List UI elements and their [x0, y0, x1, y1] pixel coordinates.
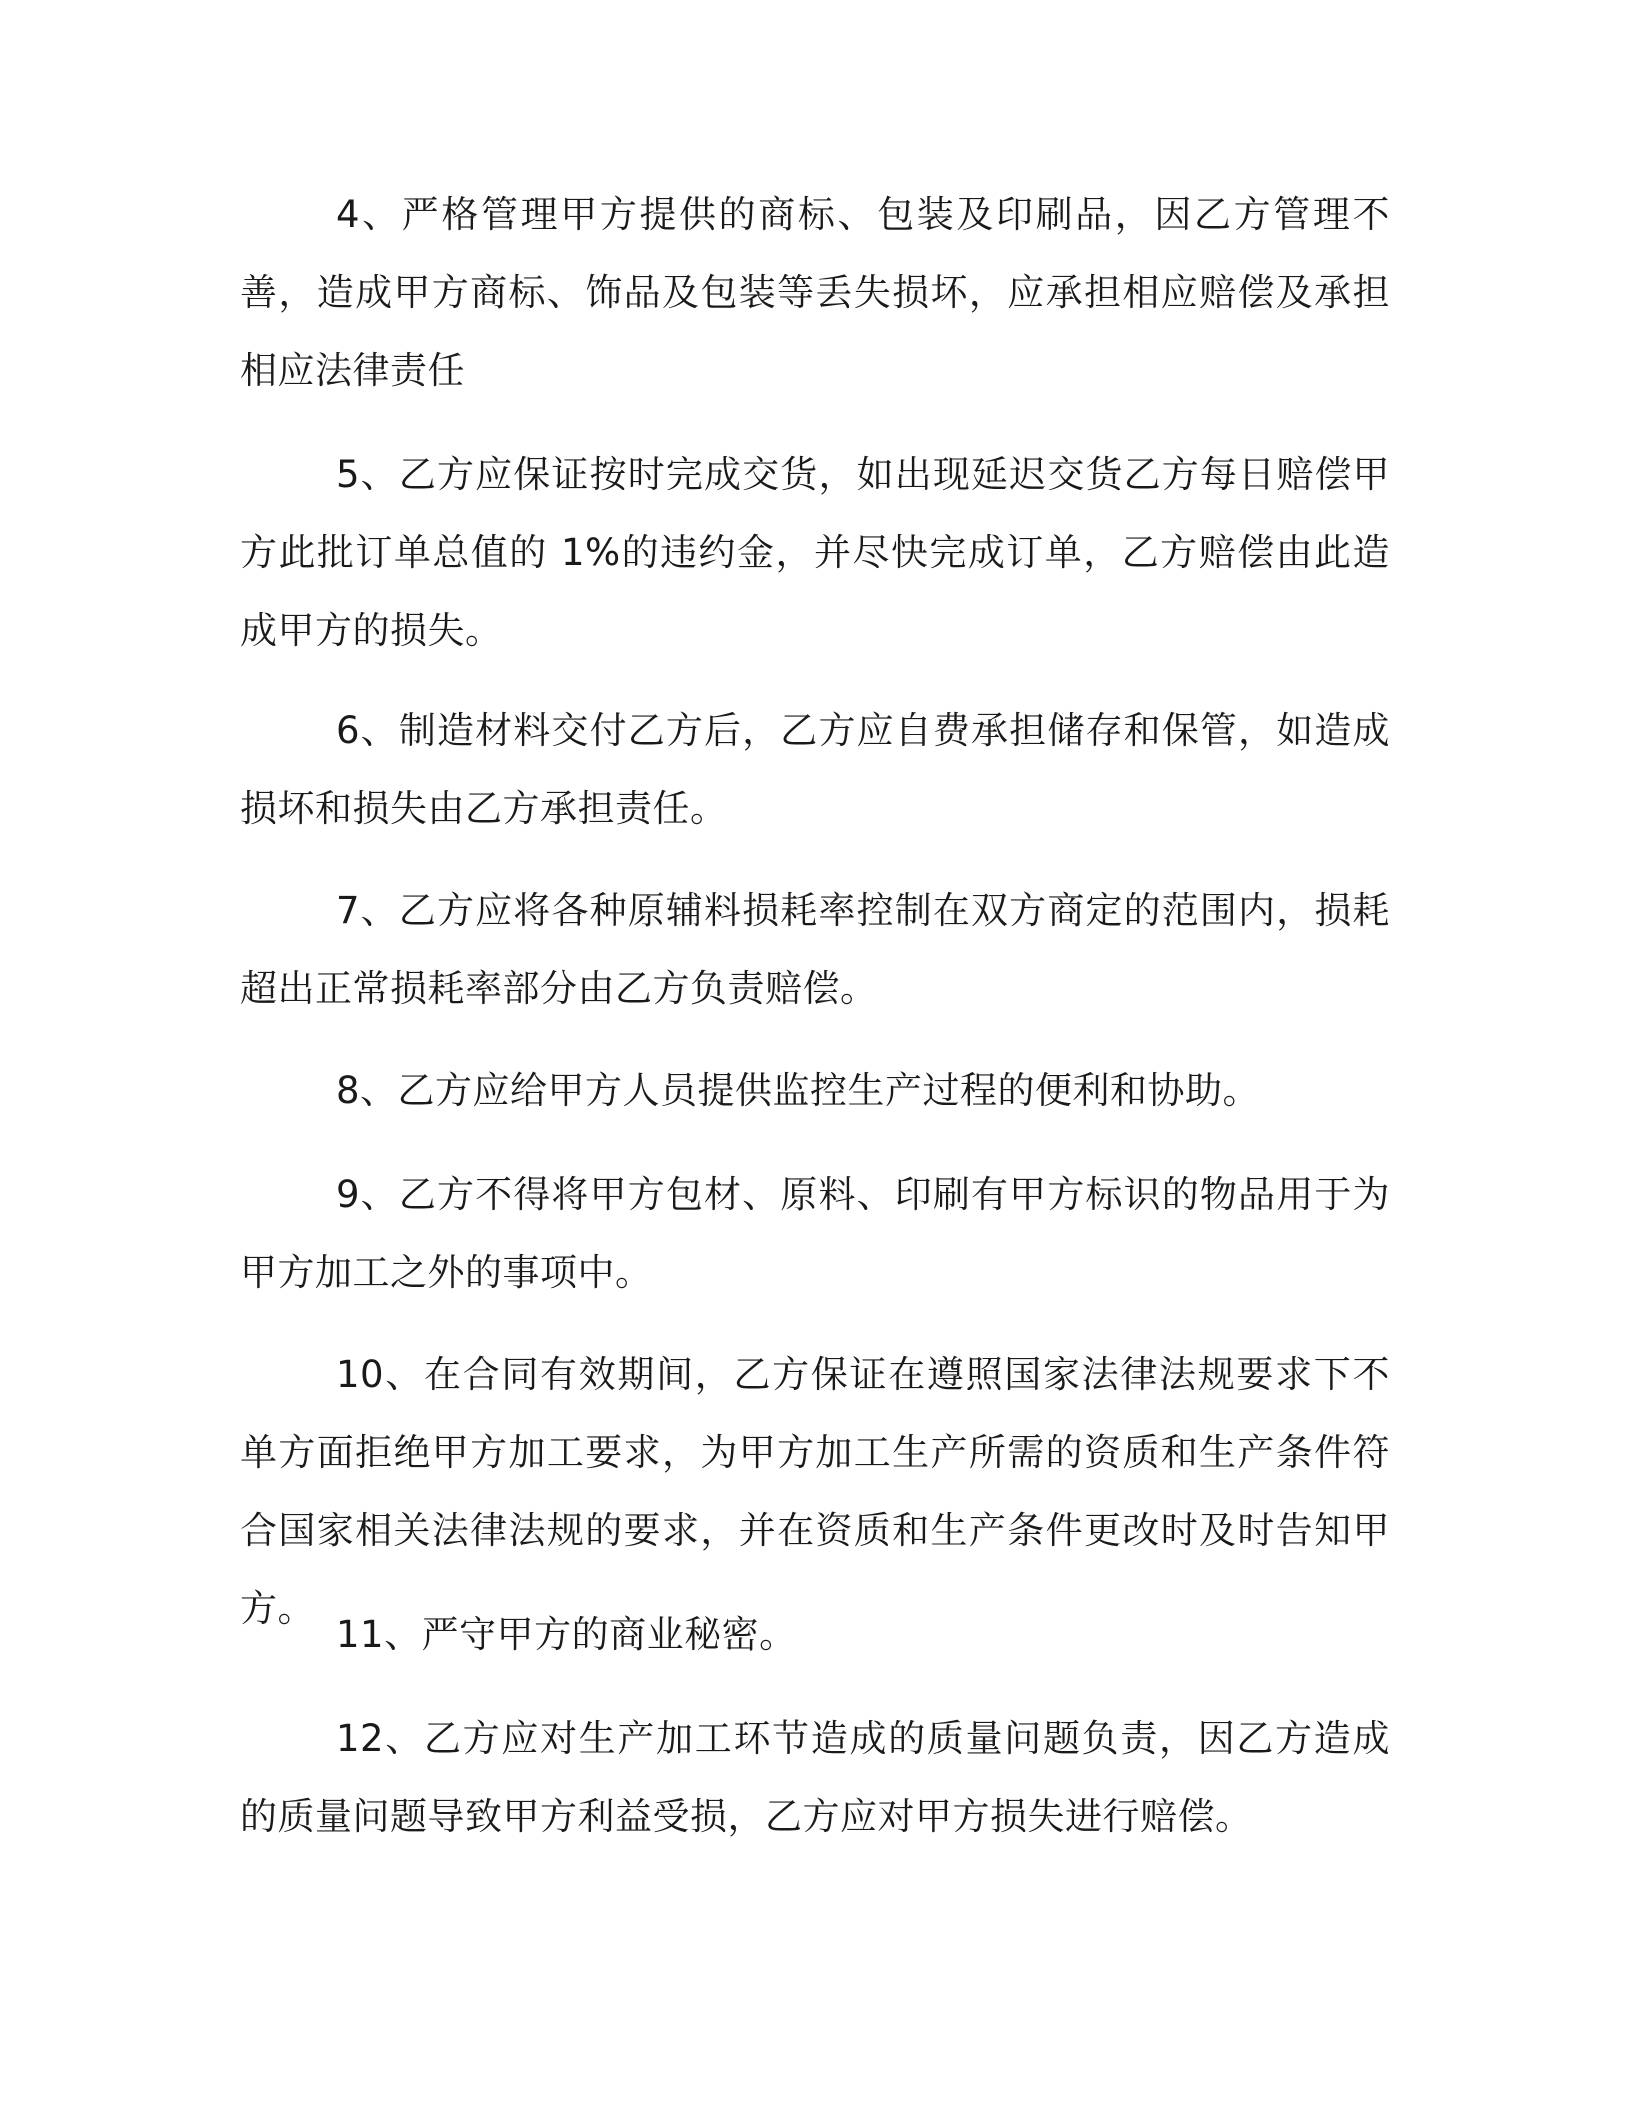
clause-12: 12、乙方应对生产加工环节造成的质量问题负责，因乙方造成的质量问题导致甲方利益受损，乙方应对甲方损失进行赔偿。: [240, 1717, 1390, 1838]
clause-5: 5、乙方应保证按时完成交货，如出现延迟交货乙方每日赔偿甲方此批订单总值的 1%的违约金，并尽快完成订单，乙方赔偿由此造成甲方的损失。: [240, 453, 1390, 652]
clause-10: 10、在合同有效期间，乙方保证在遵照国家法律法规要求下不单方面拒绝甲方加工要求，为甲方加工生产所需的资质和生产条件符合国家相关法律法规的要求，并在资质和生产条件更改时及时告知甲方。: [240, 1353, 1390, 1630]
clause-6: 6、制造材料交付乙方后，乙方应自费承担储存和保管，如造成损坏和损失由乙方承担责任。: [240, 709, 1390, 830]
clause-11: 11、严守甲方的商业秘密。: [336, 1613, 797, 1656]
clause-4: 4、严格管理甲方提供的商标、包装及印刷品，因乙方管理不善，造成甲方商标、饰品及包装等丢失损坏，应承担相应赔偿及承担相应法律责任: [240, 193, 1390, 392]
clause-8: 8、乙方应给甲方人员提供监控生产过程的便利和协助。: [336, 1069, 1261, 1112]
clause-7: 7、乙方应将各种原辅料损耗率控制在双方商定的范围内，损耗超出正常损耗率部分由乙方负责赔偿。: [240, 889, 1390, 1010]
clause-9: 9、乙方不得将甲方包材、原料、印刷有甲方标识的物品用于为甲方加工之外的事项中。: [240, 1173, 1390, 1294]
